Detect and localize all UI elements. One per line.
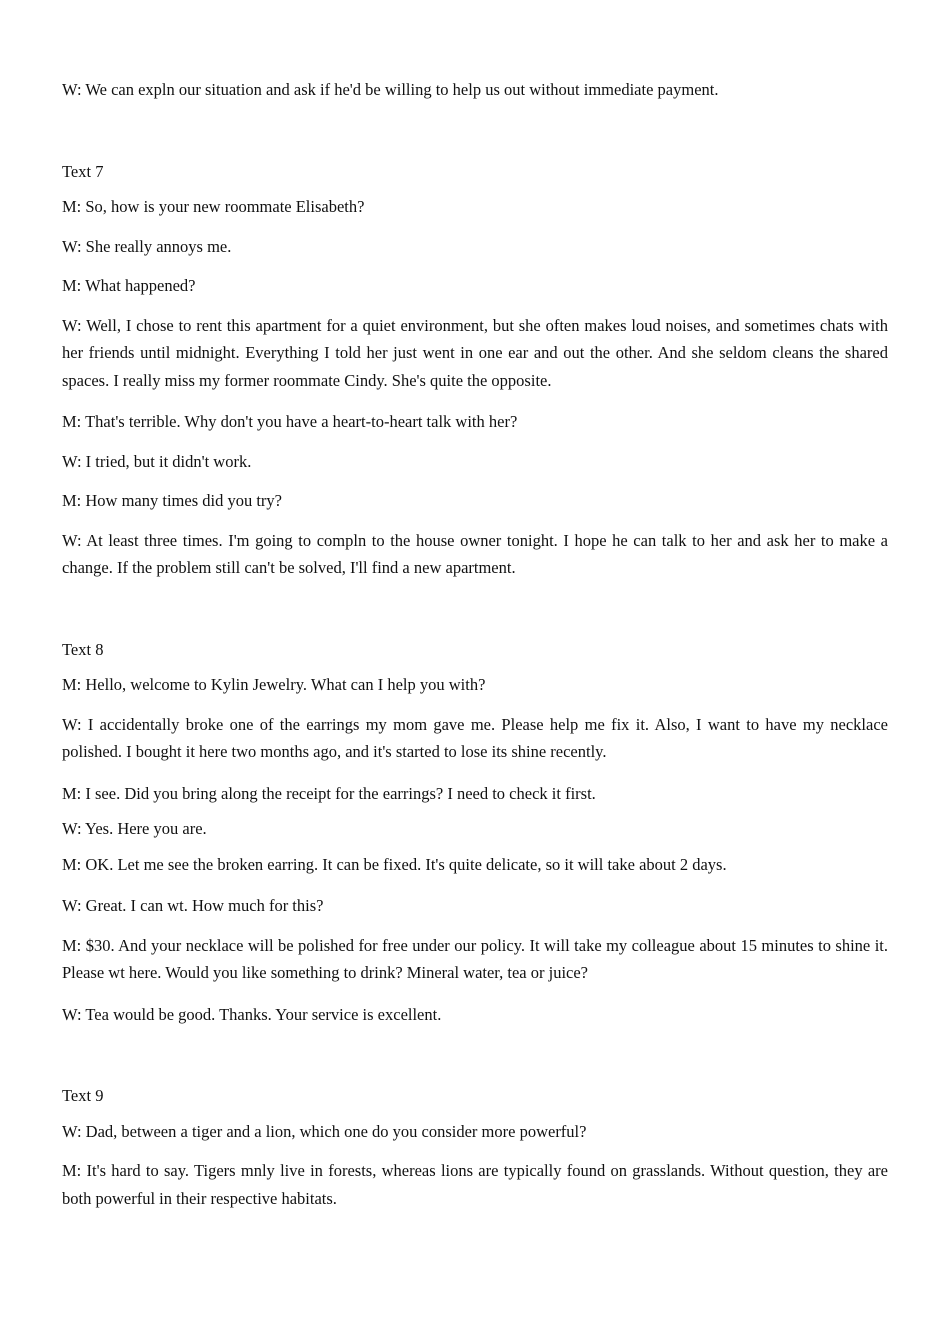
section-title: Text 8	[62, 639, 104, 659]
dialogue-line: W: Tea would be good. Thanks. Your service is excellent.	[62, 1004, 442, 1024]
dialogue-line: M: I see. Did you bring along the receipt for the earrings? I need to check it first.	[62, 783, 596, 803]
dialogue-line: M: OK. Let me see the broken earring. It can be fixed. It's quite delicate, so it will take about 2 days.	[62, 854, 727, 874]
dialogue-line: W: Dad, between a tiger and a lion, which one do you consider more powerful?	[62, 1121, 587, 1141]
section-title: Text 9	[62, 1086, 104, 1105]
section-spacer	[62, 104, 888, 158]
dialogue-line: W: I accidentally broke one of the earrings my mom gave me. Please help me fix it. Also, I want to have my necklace polished. I bought it here two months ago, and it's started to lose its shine recently.	[62, 714, 888, 761]
dialogue-line: W: I tried, but it didn't work.	[62, 451, 252, 471]
dialogue-line: M: $30. And your necklace will be polished for free under our policy. It will take my colleague about 15 minutes to shine it. Please wt here. Would you like something to drink? Mineral water, tea or juice?	[62, 935, 888, 982]
section-spacer	[62, 1028, 888, 1082]
intro-line: W: We can expln our situation and ask if he'd be willing to help us out without immediate payment.	[62, 80, 719, 99]
dialogue-line: M: How many times did you try?	[62, 491, 282, 510]
dialogue-line: M: Hello, welcome to Kylin Jewelry. What can I help you with?	[62, 675, 486, 694]
section-text-7	[62, 158, 888, 582]
dialogue-line: M: It's hard to say. Tigers mnly live in forests, whereas lions are typically found on grasslands. Without question, they are both powerful in their respective habitats.	[62, 1161, 888, 1208]
section-spacer	[62, 582, 888, 636]
section-title: Text 7	[62, 161, 104, 181]
dialogue-line: M: What happened?	[62, 276, 196, 295]
dialogue-line: M: That's terrible. Why don't you have a heart-to-heart talk with her?	[62, 412, 518, 431]
section-text-8	[62, 636, 888, 1029]
dialogue-line: M: So, how is your new roommate Elisabeth?	[62, 197, 365, 216]
section-text-9	[62, 1082, 888, 1212]
dialogue-line: W: Yes. Here you are.	[62, 819, 207, 838]
dialogue-line: W: At least three times. I'm going to compln to the house owner tonight. I hope he can talk to her and ask her to make a change. If the problem still can't be solved, I'll find a new apartment.	[62, 530, 888, 577]
dialogue-line: W: Well, I chose to rent this apartment for a quiet environment, but she often makes loud noises, and sometimes chats with her friends until midnight. Everything I told her just went in one ear and out the other. And she seldom cleans the shared spaces. I really miss my former roommate Cindy. She's quite the opposite.	[62, 315, 888, 390]
dialogue-line: W: She really annoys me.	[62, 236, 232, 256]
document-page	[62, 76, 888, 1212]
dialogue-line: W: Great. I can wt. How much for this?	[62, 896, 324, 915]
